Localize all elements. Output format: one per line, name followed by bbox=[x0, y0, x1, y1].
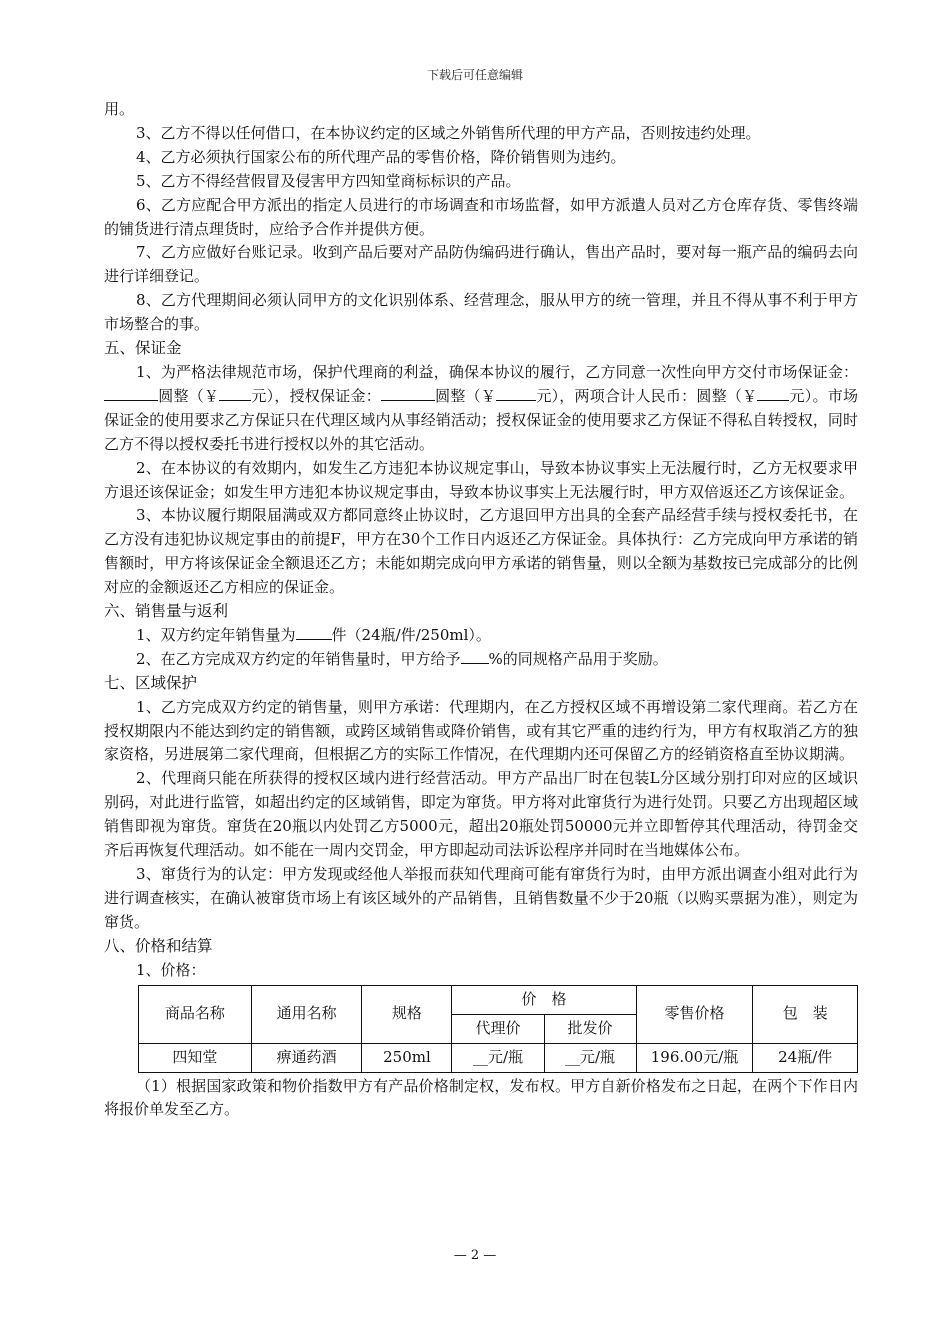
section-8-title: 八、价格和结算 bbox=[104, 936, 213, 955]
clause-8-1-label: 1、价格： bbox=[136, 960, 206, 979]
clause-6-1 bbox=[104, 624, 858, 648]
clause-5-1-g: 元）。市场保证金的使用要求乙方保证只在代理区域内从事经销活动；授权保证金的使用要求乙方保证不得私自转授权，同时乙方不得以授权委托书进行授权以外的其它活动。 bbox=[104, 386, 858, 453]
clause-5-1-e: 元），两项合计人民币： bbox=[536, 386, 697, 405]
clause-6-2-a: 2、在乙方完成双方约定的年销售量时，甲方给予 bbox=[136, 649, 461, 668]
clause-5-2: 2、在本协议的有效期内，如发生乙方违犯本协议规定事山，导致本协议事实上无法履行时，乙方无权要求甲方退还该保证金；如发生甲方违犯本协议规定事由，导致本协议事实上无法履行时，甲方双倍返还乙方该保证金。 bbox=[104, 458, 858, 501]
th-spec: 规格 bbox=[362, 985, 452, 1043]
th-price: 价 格 bbox=[452, 985, 636, 1014]
table-header-row bbox=[139, 985, 858, 1014]
clause-7-2: 2、代理商只能在所获得的授权区域内进行经营活动。甲方产品出厂时在包装L分区域分别打印对应的区域识别码，对此进行监管，如超出约定的区域销售，即定为窜货。甲方将对此窜货行为进行处罚。只要乙方出现超区域销售即视为窜货。窜货在20瓶以内处罚乙方5000元，超出20瓶处罚50000元并立即暂停其代理活动，待罚金交齐后再恢复代理活动。如不能在一周内交罚金，甲方即起动司法诉讼程序并同时在当地媒体公布。 bbox=[104, 769, 858, 860]
cell-product-name: 四知堂 bbox=[139, 1043, 252, 1072]
cell-generic-name: 痹通药酒 bbox=[251, 1043, 362, 1072]
clause-6-1-a: 1、双方约定年销售量为 bbox=[136, 625, 296, 644]
clause-5-1 bbox=[104, 361, 858, 457]
blank-market-deposit-yen bbox=[219, 385, 251, 401]
section-6-title: 六、销售量与返利 bbox=[104, 602, 229, 621]
th-generic-name: 通用名称 bbox=[251, 985, 362, 1043]
clause-5-1-a: 1、为严格法律规范市场，保护代理商的利益，确保本协议的履行，乙方同意一次性向甲方交付市场保证金： bbox=[136, 362, 858, 381]
th-packaging: 包 装 bbox=[753, 985, 858, 1043]
blank-auth-deposit bbox=[381, 385, 435, 401]
clause-6-2 bbox=[104, 648, 858, 672]
cell-spec: 250ml bbox=[362, 1043, 452, 1072]
clause-6-2-b: %的同规格产品用于奖励。 bbox=[488, 649, 668, 668]
cell-wholesale-price: __元/瓶 bbox=[544, 1043, 636, 1072]
clause-5-1-d: 圆整（￥ bbox=[434, 386, 497, 405]
th-retail-price: 零售价格 bbox=[636, 985, 753, 1043]
clause-5-3: 3、本协议履行期限届满或双方都同意终止协议时，乙方退回甲方出具的全套产品经营手续与授权委托书，在乙方没有违犯协议规定事由的前提F，甲方在30个工作日内返还乙方保证金。具体执行：乙方完成向甲方承诺的销售额时，甲方将该保证金全额退还乙方；未能如期完成向甲方承诺的销售量，则以全额为基数按已完成部分的比例对应的金额返还乙方相应的保证金。 bbox=[104, 506, 858, 597]
cell-packaging: 24瓶/件 bbox=[753, 1043, 858, 1072]
th-product-name: 商品名称 bbox=[139, 985, 252, 1043]
clause-7-3: 3、窜货行为的认定：甲方发现或经他人举报而获知代理商可能有窜货行为时，由甲方派出调查小组对此行为进行调查核实，在确认被窜货市场上有该区域外的产品销售，且销售数量不少于20瓶（以购买票据为准），则定为窜货。 bbox=[104, 865, 858, 931]
price-table bbox=[138, 985, 858, 1073]
page-header: 下载后可任意编辑 bbox=[426, 68, 523, 82]
clause-5-1-f: 圆整（￥ bbox=[696, 386, 758, 405]
section-7-title: 七、区域保护 bbox=[104, 673, 198, 692]
clause-4-5: 5、乙方不得经营假冒及侵害甲方四知堂商标标识的产品。 bbox=[136, 171, 521, 190]
clause-4-4: 4、乙方必须执行国家公布的所代理产品的零售价格，降价销售则为违约。 bbox=[136, 147, 626, 166]
section-5-title: 五、保证金 bbox=[104, 339, 182, 358]
paragraph-continuation: 用。 bbox=[104, 100, 135, 118]
clause-8-1-note-1: （1）根据国家政策和物价指数甲方有产品价格制定权，发布权。甲方自新价格发布之日起，在两个下作日内将报价单发至乙方。 bbox=[104, 1076, 858, 1119]
blank-reward-percent bbox=[461, 648, 489, 664]
blank-auth-deposit-yen bbox=[496, 385, 536, 401]
clause-4-7: 7、乙方应做好台账记录。收到产品后要对产品防伪编码进行确认，售出产品时，要对每一瓶产品的编码去向进行详细登记。 bbox=[104, 243, 858, 286]
clause-5-1-b: 圆整（￥ bbox=[158, 386, 220, 405]
document-body bbox=[104, 98, 858, 1122]
th-agent-price: 代理价 bbox=[452, 1014, 544, 1043]
page-number: — 2 — bbox=[453, 1248, 497, 1263]
blank-market-deposit bbox=[104, 385, 158, 401]
clause-5-1-c: 元），授权保证金： bbox=[251, 386, 381, 405]
blank-annual-volume bbox=[296, 624, 332, 640]
clause-4-3: 3、乙方不得以任何借口，在本协议约定的区域之外销售所代理的甲方产品，否则按违约处理。 bbox=[136, 123, 761, 142]
clause-6-1-b: 件（24瓶/件/250ml）。 bbox=[331, 625, 491, 644]
clause-7-1: 1、乙方完成双方约定的销售量，则甲方承诺：代理期内，在乙方授权区域不再增设第二家代理商。若乙方在授权期限内不能达到约定的销售额，或跨区域销售或降价销售，或有其它严重的违约行为，甲方有权取消乙方的独家资格，另进展第二家代理商，但根据乙方的实际工作情况，在代理期内还可保留乙方的经销资格直至协议期满。 bbox=[104, 697, 858, 764]
cell-retail-price: 196.00元/瓶 bbox=[636, 1043, 753, 1072]
th-wholesale-price: 批发价 bbox=[544, 1014, 636, 1043]
clause-4-6: 6、乙方应配合甲方派出的指定人员进行的市场调查和市场监督，如甲方派遣人员对乙方仓库存货、零售终端的铺货进行清点理货时，应给予合作并提供方便。 bbox=[104, 195, 858, 238]
blank-total-yen bbox=[757, 385, 789, 401]
clause-4-8: 8、乙方代理期间必须认同甲方的文化识别体系、经营理念，服从甲方的统一管理，并且不得从事不利于甲方市场整合的事。 bbox=[104, 291, 858, 334]
table-row bbox=[139, 1043, 858, 1072]
cell-agent-price: __元/瓶 bbox=[452, 1043, 544, 1072]
